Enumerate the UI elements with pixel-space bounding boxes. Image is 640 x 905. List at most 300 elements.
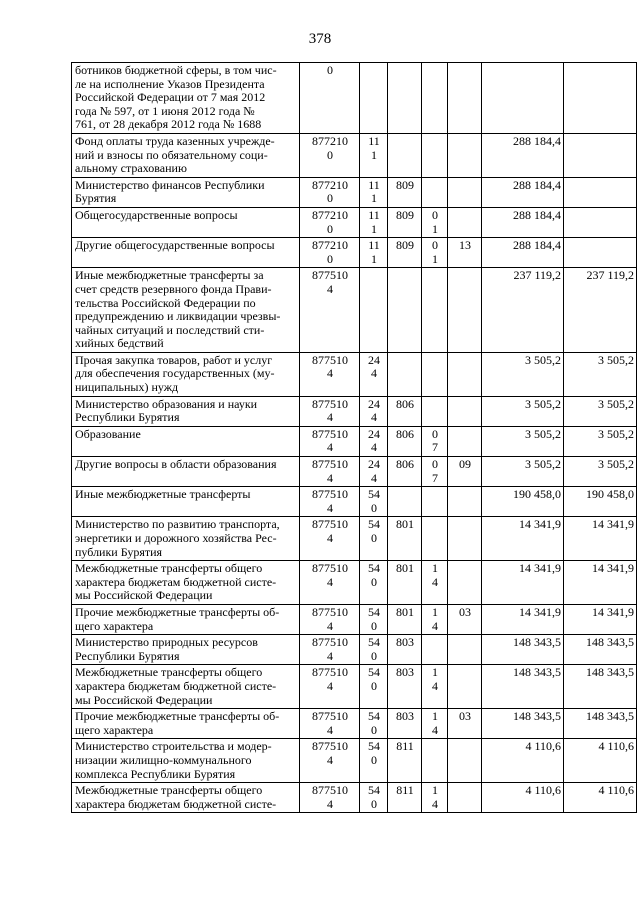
expense-type-cell-line: 1	[371, 147, 377, 162]
expense-type-cell-line: 54	[368, 783, 380, 798]
row-name-cell-line: предупреждению и ликвидации чрезвы-	[75, 309, 281, 324]
ministry-code-cell: 811	[388, 739, 422, 783]
row-name-cell-line: щего характера	[75, 722, 154, 737]
target-code-cell-line: 877510	[312, 517, 348, 532]
ministry-code-cell: 806	[388, 426, 422, 456]
target-code-cell-line: 877510	[312, 604, 348, 619]
row-name-cell	[72, 487, 300, 517]
target-code-cell-line: 4	[327, 500, 333, 515]
target-code-cell-line: 877210	[312, 207, 348, 222]
section-cell	[422, 604, 448, 634]
expense-type-cell-line: 4	[371, 440, 377, 455]
expense-type-cell-line: 54	[368, 739, 380, 754]
target-code-cell	[300, 238, 360, 268]
ministry-code-cell	[388, 268, 422, 353]
target-code-cell	[300, 487, 360, 517]
ministry-code-cell	[388, 487, 422, 517]
row-name-cell-line: ний и взносы по обязательному соци-	[75, 147, 268, 162]
expense-type-cell-line: 24	[368, 396, 380, 411]
amount-federal-cell: 3 505,2	[564, 396, 637, 426]
amount-federal-cell	[564, 177, 637, 207]
subsection-cell	[448, 665, 482, 709]
row-name-cell	[72, 133, 300, 177]
row-name-cell-line: счет средств резервного фонда Прави-	[75, 281, 272, 296]
target-code-cell-line: 0	[327, 147, 333, 162]
row-name-cell-line: щего характера	[75, 618, 154, 633]
ministry-code-cell: 801	[388, 561, 422, 605]
row-name-cell	[72, 635, 300, 665]
target-code-cell	[300, 207, 360, 237]
section-cell	[422, 396, 448, 426]
expense-type-cell-line: 54	[368, 665, 380, 680]
target-code-cell-line: 4	[327, 281, 333, 296]
ministry-code-cell: 809	[388, 207, 422, 237]
section-cell-line: 7	[432, 470, 438, 485]
expense-type-cell	[360, 133, 388, 177]
target-code-cell-line: 877510	[312, 561, 348, 576]
amount-federal-cell	[564, 63, 637, 134]
target-code-cell-line: 877510	[312, 352, 348, 367]
row-name-cell	[72, 207, 300, 237]
row-name-cell-line: Республики Бурятия	[75, 648, 180, 663]
expense-type-cell	[360, 396, 388, 426]
expense-type-cell-line: 24	[368, 457, 380, 472]
expense-type-cell	[360, 709, 388, 739]
row-name-cell	[72, 63, 300, 134]
ministry-code-cell: 801	[388, 604, 422, 634]
row-name-cell-line: публики Бурятия	[75, 544, 163, 559]
amount-cell: 288 184,4	[482, 207, 564, 237]
table-row	[72, 177, 637, 207]
table-row	[72, 133, 637, 177]
amount-cell: 3 505,2	[482, 352, 564, 396]
row-name-cell-line: Прочая закупка товаров, работ и услуг	[75, 352, 273, 367]
target-code-cell-line: 877210	[312, 238, 348, 253]
target-code-cell	[300, 352, 360, 396]
target-code-cell-line: 877210	[312, 133, 348, 148]
expense-type-cell-line: 11	[368, 133, 380, 148]
row-name-cell-line: характера бюджетам бюджетной систе-	[75, 678, 277, 693]
ministry-code-cell: 803	[388, 635, 422, 665]
target-code-cell-line: 4	[327, 470, 333, 485]
row-name-cell	[72, 268, 300, 353]
amount-federal-cell: 148 343,5	[564, 665, 637, 709]
target-code-cell-line: 0	[327, 191, 333, 206]
row-name-cell	[72, 396, 300, 426]
row-name-cell-line: Иные межбюджетные трансферты	[75, 487, 251, 502]
amount-cell: 288 184,4	[482, 177, 564, 207]
table-row	[72, 63, 637, 134]
amount-federal-cell: 3 505,2	[564, 457, 637, 487]
table-row	[72, 352, 637, 396]
section-cell-line: 4	[432, 574, 438, 589]
target-code-cell-line: 4	[327, 366, 333, 381]
target-code-cell-line: 877510	[312, 709, 348, 724]
target-code-cell-line: 4	[327, 531, 333, 545]
target-code-cell-line: 4	[327, 722, 333, 737]
target-code-cell-line: 4	[327, 440, 333, 455]
section-cell-line: 7	[432, 440, 438, 455]
section-cell	[422, 665, 448, 709]
ministry-code-cell: 803	[388, 709, 422, 739]
row-name-cell-line: Образование	[75, 426, 141, 441]
expense-type-cell-line: 4	[371, 410, 377, 425]
amount-federal-cell: 14 341,9	[564, 604, 637, 634]
target-code-cell-line: 877510	[312, 396, 348, 411]
row-name-cell-line: ниципальных) нужд	[75, 380, 179, 395]
table-row	[72, 783, 637, 813]
amount-cell: 148 343,5	[482, 709, 564, 739]
target-code-cell-line: 877510	[312, 635, 348, 650]
budget-table	[71, 62, 637, 813]
subsection-cell	[448, 635, 482, 665]
table-body	[72, 63, 637, 813]
amount-cell: 4 110,6	[482, 739, 564, 783]
table-row	[72, 396, 637, 426]
amount-cell: 3 505,2	[482, 457, 564, 487]
amount-cell: 4 110,6	[482, 783, 564, 813]
amount-federal-cell: 4 110,6	[564, 739, 637, 783]
row-name-cell-line: низации жилищно-коммунального	[75, 752, 252, 767]
expense-type-cell-line: 0	[371, 618, 377, 633]
target-code-cell	[300, 396, 360, 426]
target-code-cell-line: 4	[327, 678, 333, 693]
section-cell-line: 4	[432, 796, 438, 811]
amount-cell: 3 505,2	[482, 426, 564, 456]
expense-type-cell	[360, 268, 388, 353]
target-code-cell	[300, 133, 360, 177]
expense-type-cell-line: 54	[368, 561, 380, 576]
row-name-cell-line: для обеспечения государственных (му-	[75, 366, 275, 381]
section-cell-line: 4	[432, 618, 438, 633]
expense-type-cell-line: 1	[371, 221, 377, 236]
target-code-cell	[300, 635, 360, 665]
row-name-cell-line: Межбюджетные трансферты общего	[75, 665, 263, 680]
expense-type-cell	[360, 352, 388, 396]
expense-type-cell-line: 0	[371, 796, 377, 811]
amount-federal-cell: 14 341,9	[564, 517, 637, 561]
amount-cell: 14 341,9	[482, 561, 564, 605]
section-cell-line: 4	[432, 678, 438, 693]
expense-type-cell	[360, 635, 388, 665]
row-name-cell	[72, 352, 300, 396]
row-name-cell-line: Министерство строительства и модер-	[75, 739, 272, 754]
target-code-cell-line: 0	[327, 221, 333, 236]
expense-type-cell-line: 54	[368, 604, 380, 619]
row-name-cell-line: мы Российской Федерации	[75, 588, 213, 603]
table-row	[72, 665, 637, 709]
amount-cell: 190 458,0	[482, 487, 564, 517]
table-row	[72, 457, 637, 487]
section-cell-line: 0	[432, 207, 438, 222]
target-code-cell-line: 4	[327, 410, 333, 425]
expense-type-cell-line: 0	[371, 752, 377, 767]
subsection-cell	[448, 207, 482, 237]
expense-type-cell-line: 0	[371, 500, 377, 515]
amount-federal-cell: 148 343,5	[564, 635, 637, 665]
row-name-cell-line: года № 597, от 1 июня 2012 года №	[75, 103, 255, 118]
row-name-cell	[72, 604, 300, 634]
row-name-cell-line: альному страхованию	[75, 161, 187, 176]
row-name-cell-line: Министерство природных ресурсов	[75, 635, 258, 650]
amount-federal-cell	[564, 207, 637, 237]
row-name-cell-line: характера бюджетам бюджетной систе-	[75, 574, 277, 589]
amount-cell	[482, 63, 564, 134]
section-cell-line: 0	[432, 238, 438, 253]
subsection-cell: 03	[448, 709, 482, 739]
target-code-cell	[300, 665, 360, 709]
section-cell	[422, 709, 448, 739]
row-name-cell-line: Бурятия	[75, 191, 117, 206]
subsection-cell	[448, 487, 482, 517]
row-name-cell-line: Межбюджетные трансферты общего	[75, 783, 263, 798]
amount-federal-cell: 14 341,9	[564, 561, 637, 605]
section-cell	[422, 133, 448, 177]
target-code-cell-line: 4	[327, 648, 333, 663]
row-name-cell-line: Другие вопросы в области образования	[75, 457, 277, 472]
row-name-cell	[72, 709, 300, 739]
subsection-cell	[448, 517, 482, 561]
amount-federal-cell: 3 505,2	[564, 352, 637, 396]
row-name-cell	[72, 426, 300, 456]
section-cell	[422, 207, 448, 237]
subsection-cell	[448, 133, 482, 177]
section-cell	[422, 457, 448, 487]
table-row	[72, 238, 637, 268]
expense-type-cell-line: 1	[371, 191, 377, 206]
subsection-cell: 09	[448, 457, 482, 487]
row-name-cell-line: Другие общегосударственные вопросы	[75, 238, 275, 253]
target-code-cell-line: 0	[327, 63, 333, 77]
subsection-cell: 03	[448, 604, 482, 634]
row-name-cell-line: Прочие межбюджетные трансферты об-	[75, 604, 280, 619]
expense-type-cell-line: 4	[371, 366, 377, 381]
target-code-cell	[300, 739, 360, 783]
expense-type-cell-line: 54	[368, 487, 380, 502]
subsection-cell	[448, 783, 482, 813]
expense-type-cell-line: 4	[371, 470, 377, 485]
subsection-cell	[448, 177, 482, 207]
section-cell-line: 1	[432, 665, 438, 680]
row-name-cell	[72, 739, 300, 783]
table-row	[72, 561, 637, 605]
expense-type-cell	[360, 238, 388, 268]
ministry-code-cell	[388, 133, 422, 177]
ministry-code-cell: 809	[388, 177, 422, 207]
expense-type-cell	[360, 487, 388, 517]
row-name-cell-line: чайных ситуаций и последствий сти-	[75, 322, 265, 337]
target-code-cell-line: 877210	[312, 177, 348, 192]
expense-type-cell-line: 11	[368, 207, 380, 222]
row-name-cell	[72, 665, 300, 709]
section-cell-line: 1	[432, 221, 438, 236]
section-cell	[422, 177, 448, 207]
section-cell	[422, 238, 448, 268]
target-code-cell	[300, 604, 360, 634]
target-code-cell-line: 4	[327, 796, 333, 811]
ministry-code-cell	[388, 352, 422, 396]
subsection-cell	[448, 561, 482, 605]
row-name-cell-line: тельства Российской Федерации по	[75, 295, 256, 310]
amount-cell: 148 343,5	[482, 665, 564, 709]
section-cell	[422, 635, 448, 665]
row-name-cell-line: хийных бедствий	[75, 336, 164, 351]
expense-type-cell	[360, 426, 388, 456]
section-cell	[422, 268, 448, 353]
expense-type-cell-line: 0	[371, 574, 377, 589]
ministry-code-cell: 806	[388, 457, 422, 487]
expense-type-cell-line: 54	[368, 709, 380, 724]
section-cell	[422, 517, 448, 561]
expense-type-cell-line: 11	[368, 177, 380, 192]
ministry-code-cell: 811	[388, 783, 422, 813]
target-code-cell-line: 877510	[312, 665, 348, 680]
ministry-code-cell	[388, 63, 422, 134]
row-name-cell	[72, 457, 300, 487]
expense-type-cell	[360, 177, 388, 207]
row-name-cell	[72, 561, 300, 605]
table-row	[72, 709, 637, 739]
target-code-cell-line: 877510	[312, 739, 348, 754]
row-name-cell-line: 761, от 28 декабря 2012 года № 1688	[75, 117, 262, 132]
target-code-cell	[300, 63, 360, 134]
amount-cell: 148 343,5	[482, 635, 564, 665]
subsection-cell	[448, 63, 482, 134]
subsection-cell: 13	[448, 238, 482, 268]
section-cell-line: 1	[432, 604, 438, 619]
expense-type-cell-line: 24	[368, 352, 380, 367]
row-name-cell	[72, 517, 300, 561]
table-row	[72, 604, 637, 634]
section-cell	[422, 426, 448, 456]
section-cell-line: 1	[432, 783, 438, 798]
expense-type-cell	[360, 604, 388, 634]
section-cell-line: 1	[432, 709, 438, 724]
section-cell	[422, 561, 448, 605]
subsection-cell	[448, 268, 482, 353]
section-cell	[422, 739, 448, 783]
target-code-cell-line: 4	[327, 618, 333, 633]
target-code-cell-line: 877510	[312, 487, 348, 502]
target-code-cell-line: 877510	[312, 783, 348, 798]
row-name-cell-line: Министерство финансов Республики	[75, 177, 265, 192]
row-name-cell-line: комплекса Республики Бурятия	[75, 766, 236, 781]
section-cell-line: 4	[432, 722, 438, 737]
amount-cell: 14 341,9	[482, 517, 564, 561]
expense-type-cell	[360, 517, 388, 561]
expense-type-cell-line: 0	[371, 722, 377, 737]
ministry-code-cell: 803	[388, 665, 422, 709]
row-name-cell-line: Российской Федерации от 7 мая 2012	[75, 90, 266, 105]
target-code-cell-line: 0	[327, 251, 333, 266]
row-name-cell-line: Министерство образования и науки	[75, 396, 258, 411]
amount-federal-cell	[564, 238, 637, 268]
section-cell-line: 0	[432, 426, 438, 441]
expense-type-cell-line: 1	[371, 251, 377, 266]
table-row	[72, 635, 637, 665]
target-code-cell	[300, 426, 360, 456]
target-code-cell	[300, 783, 360, 813]
amount-federal-cell	[564, 133, 637, 177]
subsection-cell	[448, 396, 482, 426]
table-row	[72, 426, 637, 456]
target-code-cell-line: 4	[327, 574, 333, 589]
table-row	[72, 487, 637, 517]
target-code-cell	[300, 561, 360, 605]
table-row	[72, 739, 637, 783]
expense-type-cell	[360, 207, 388, 237]
row-name-cell-line: Прочие межбюджетные трансферты об-	[75, 709, 280, 724]
table-row	[72, 207, 637, 237]
section-cell	[422, 352, 448, 396]
section-cell-line: 0	[432, 457, 438, 472]
row-name-cell	[72, 238, 300, 268]
row-name-cell-line: ле на исполнение Указов Президента	[75, 76, 265, 91]
ministry-code-cell: 809	[388, 238, 422, 268]
row-name-cell	[72, 783, 300, 813]
target-code-cell	[300, 709, 360, 739]
amount-cell: 237 119,2	[482, 268, 564, 353]
amount-federal-cell: 3 505,2	[564, 426, 637, 456]
expense-type-cell	[360, 561, 388, 605]
amount-federal-cell: 4 110,6	[564, 783, 637, 813]
section-cell	[422, 487, 448, 517]
row-name-cell-line: Общегосударственные вопросы	[75, 207, 238, 222]
target-code-cell-line: 4	[327, 752, 333, 767]
row-name-cell-line: характера бюджетам бюджетной систе-	[75, 796, 277, 811]
expense-type-cell-line: 0	[371, 531, 377, 545]
subsection-cell	[448, 352, 482, 396]
target-code-cell-line: 877510	[312, 457, 348, 472]
table-row	[72, 517, 637, 561]
expense-type-cell	[360, 665, 388, 709]
target-code-cell	[300, 517, 360, 561]
amount-cell: 288 184,4	[482, 133, 564, 177]
target-code-cell	[300, 457, 360, 487]
row-name-cell-line: ботников бюджетной сферы, в том чис-	[75, 63, 277, 77]
row-name-cell-line: энергетики и дорожного хозяйства Рес-	[75, 531, 277, 545]
amount-cell: 3 505,2	[482, 396, 564, 426]
expense-type-cell-line: 11	[368, 238, 380, 253]
expense-type-cell	[360, 783, 388, 813]
section-cell	[422, 783, 448, 813]
expense-type-cell	[360, 63, 388, 134]
subsection-cell	[448, 426, 482, 456]
expense-type-cell-line: 54	[368, 635, 380, 650]
expense-type-cell	[360, 739, 388, 783]
row-name-cell-line: Межбюджетные трансферты общего	[75, 561, 263, 576]
amount-federal-cell: 237 119,2	[564, 268, 637, 353]
row-name-cell-line: Иные межбюджетные трансферты за	[75, 268, 264, 283]
ministry-code-cell: 801	[388, 517, 422, 561]
expense-type-cell-line: 54	[368, 517, 380, 532]
expense-type-cell	[360, 457, 388, 487]
section-cell	[422, 63, 448, 134]
page-number: 378	[308, 31, 332, 47]
amount-cell: 14 341,9	[482, 604, 564, 634]
row-name-cell-line: Фонд оплаты труда казенных учрежде-	[75, 133, 275, 148]
expense-type-cell-line: 0	[371, 648, 377, 663]
target-code-cell	[300, 177, 360, 207]
amount-federal-cell: 190 458,0	[564, 487, 637, 517]
expense-type-cell-line: 0	[371, 678, 377, 693]
section-cell-line: 1	[432, 561, 438, 576]
table-row	[72, 268, 637, 353]
section-cell-line: 1	[432, 251, 438, 266]
amount-federal-cell: 148 343,5	[564, 709, 637, 739]
row-name-cell-line: Министерство по развитию транспорта,	[75, 517, 280, 532]
subsection-cell	[448, 739, 482, 783]
